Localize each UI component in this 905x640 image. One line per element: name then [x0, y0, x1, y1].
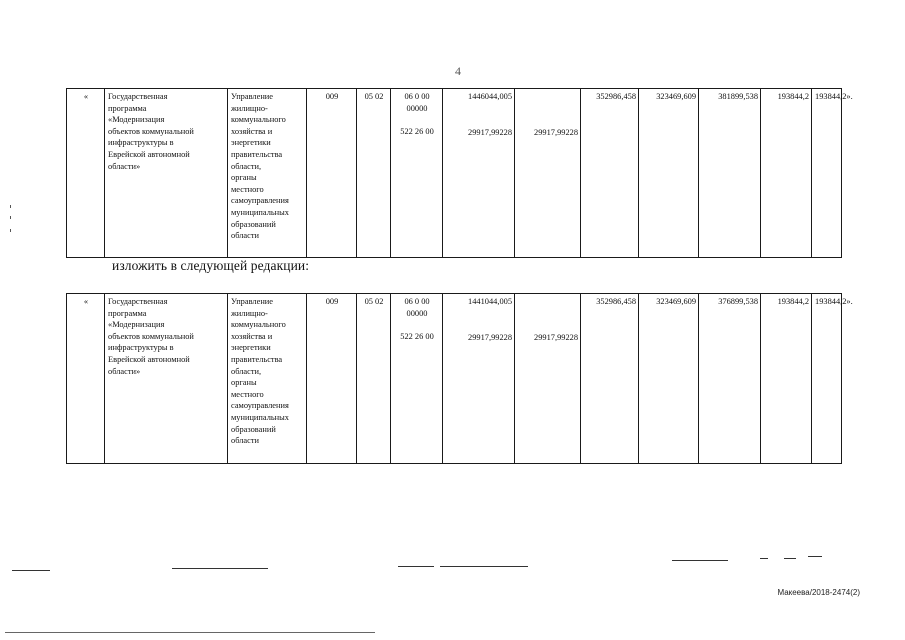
- executor-line: муниципальных: [231, 412, 289, 422]
- target-code-2: 522 26 00: [400, 332, 434, 342]
- program-line: объектов коммунальной: [108, 331, 194, 341]
- year-2023: 193844,2».: [812, 294, 842, 464]
- program-name-cell: [105, 89, 228, 258]
- scan-mark: [760, 558, 768, 559]
- target-code-cell: [391, 89, 443, 258]
- executor-line: Управление: [231, 297, 274, 306]
- target-code-line: 00000: [406, 103, 428, 113]
- year-2020: 323469,609: [639, 294, 699, 464]
- executor-line: жилищно-: [231, 103, 268, 113]
- year-2020: 323469,609: [639, 89, 699, 258]
- executor-line: Управление: [231, 92, 274, 101]
- program-line: Еврейской автономной: [108, 354, 190, 364]
- program-line: «Модернизация: [108, 320, 165, 330]
- executor-line: местного: [231, 389, 264, 399]
- executor-line: коммунального: [231, 320, 286, 330]
- executor-line: коммунального: [231, 115, 286, 125]
- scan-mark: [784, 558, 796, 559]
- year-2018: 29917,99228: [534, 128, 578, 137]
- executor-line: органы: [231, 173, 257, 183]
- year-2019: 352986,458: [581, 89, 639, 258]
- total-cell: [443, 89, 515, 258]
- program-line: программа: [108, 103, 147, 113]
- year-2018-cell: [515, 294, 581, 464]
- program-line: «Модернизация: [108, 115, 165, 125]
- scan-mark: [672, 560, 728, 561]
- table-row: [67, 294, 842, 464]
- scan-mark: [10, 216, 11, 219]
- program-line: Государственная: [108, 297, 168, 306]
- total-2: 29917,99228: [468, 127, 512, 137]
- scan-mark: [12, 570, 50, 571]
- year-2019: 352986,458: [581, 294, 639, 464]
- section-code: 05 02: [357, 89, 391, 258]
- executor-line: жилищно-: [231, 308, 268, 318]
- year-2023: 193844,2».: [812, 89, 842, 258]
- program-line: инфраструктуры в: [108, 138, 174, 148]
- executor-line: самоуправления: [231, 196, 289, 206]
- target-code-line: 06 0 00: [404, 297, 430, 306]
- executor-cell: [228, 294, 307, 464]
- scan-mark: [440, 566, 528, 567]
- total-2: 29917,99228: [468, 332, 512, 342]
- year-2021: 381899,538: [699, 89, 761, 258]
- year-2022: 193844,2: [761, 89, 812, 258]
- executor-line: правительства: [231, 354, 283, 364]
- year-2018-cell: [515, 89, 581, 258]
- executor-line: муниципальных: [231, 207, 289, 217]
- program-line: области»: [108, 161, 141, 171]
- executor-line: хозяйства и: [231, 126, 273, 136]
- total-cell: [443, 294, 515, 464]
- program-line: объектов коммунальной: [108, 126, 194, 136]
- program-name-cell: [105, 294, 228, 464]
- executor-line: энергетики: [231, 343, 271, 353]
- document-code: Макеева/2018-2474(2): [777, 588, 860, 597]
- scan-mark: [10, 205, 11, 208]
- program-line: области»: [108, 366, 141, 376]
- scan-mark: [5, 632, 375, 633]
- ministry-code: 009: [307, 294, 357, 464]
- program-line: Государственная: [108, 92, 168, 101]
- executor-cell: [228, 89, 307, 258]
- quote-open: «: [67, 294, 105, 464]
- executor-line: органы: [231, 378, 257, 388]
- year-2021: 376899,538: [699, 294, 761, 464]
- program-line: программа: [108, 308, 147, 318]
- executor-line: образований: [231, 219, 276, 229]
- executor-line: области,: [231, 161, 262, 171]
- section-code: 05 02: [357, 294, 391, 464]
- table-before: [66, 88, 853, 258]
- executor-line: самоуправления: [231, 401, 289, 411]
- year-2018: 29917,99228: [534, 333, 578, 342]
- executor-line: области,: [231, 366, 262, 376]
- executor-line: образований: [231, 424, 276, 434]
- executor-line: области: [231, 436, 259, 446]
- scan-mark: [172, 568, 268, 569]
- executor-line: хозяйства и: [231, 331, 273, 341]
- scan-mark: [10, 229, 11, 232]
- target-code-cell: [391, 294, 443, 464]
- target-code-line: 00000: [406, 308, 428, 318]
- scan-mark: [398, 566, 434, 567]
- target-code-line: 06 0 00: [404, 92, 430, 101]
- executor-line: области: [231, 231, 259, 241]
- target-code-2: 522 26 00: [400, 127, 434, 137]
- total-1: 1446044,005: [468, 92, 512, 101]
- instruction-text: изложить в следующей редакции:: [112, 258, 310, 273]
- table-row: [67, 89, 842, 258]
- scan-mark: [808, 556, 822, 557]
- quote-open: «: [67, 89, 105, 258]
- total-1: 1441044,005: [468, 297, 512, 306]
- executor-line: правительства: [231, 149, 283, 159]
- table-after: [66, 293, 853, 464]
- executor-line: местного: [231, 184, 264, 194]
- program-line: инфраструктуры в: [108, 343, 174, 353]
- year-2022: 193844,2: [761, 294, 812, 464]
- executor-line: энергетики: [231, 138, 271, 148]
- ministry-code: 009: [307, 89, 357, 258]
- page-number: 4: [455, 64, 461, 78]
- program-line: Еврейской автономной: [108, 149, 190, 159]
